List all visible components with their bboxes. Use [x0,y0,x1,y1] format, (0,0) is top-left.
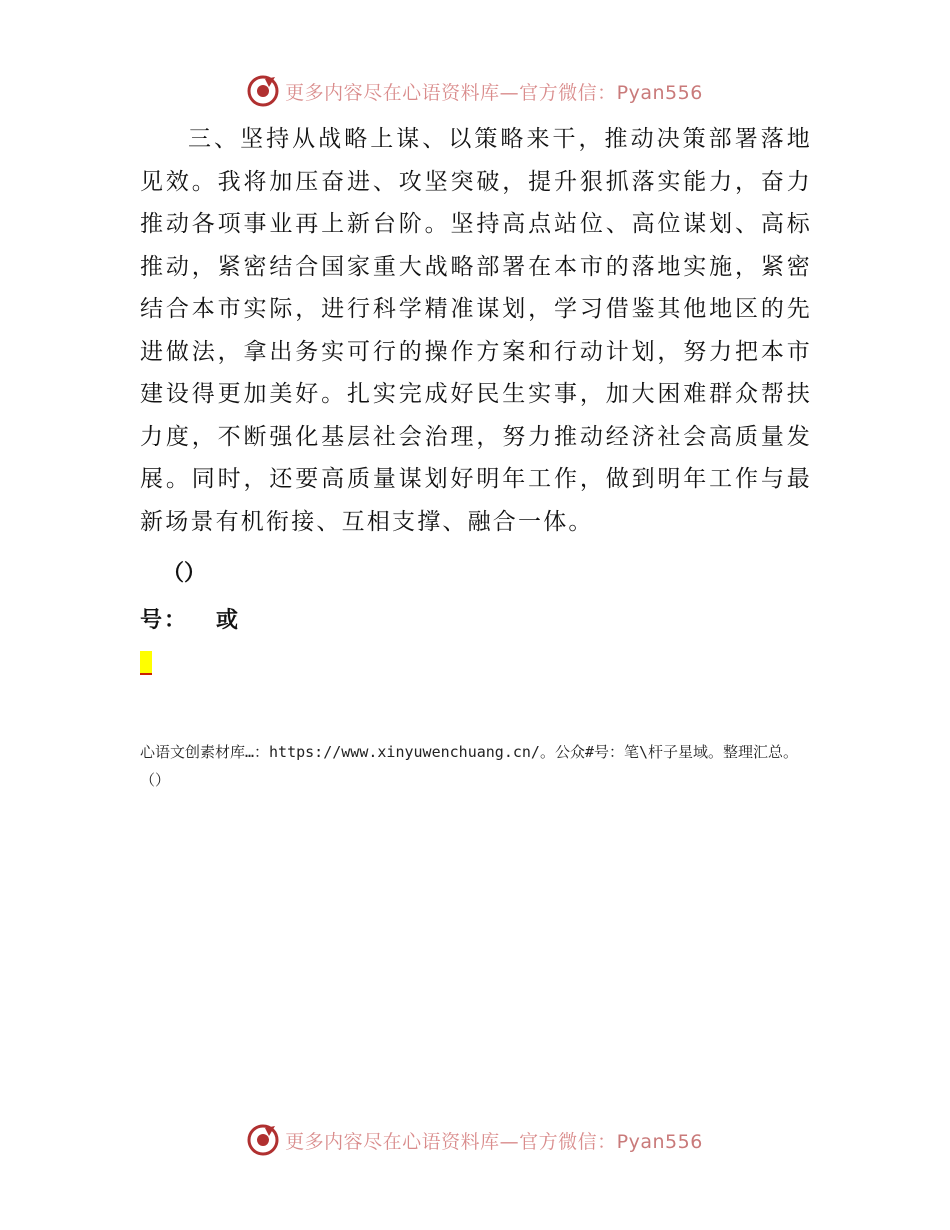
pen-logo-icon [247,75,279,107]
header-wechat-id: Pyan556 [616,81,703,104]
footer-wechat-id: Pyan556 [616,1130,703,1153]
huo-label: 或 [216,608,241,633]
footer-banner [0,1120,950,1160]
hao-line [140,603,240,634]
header-banner-text: 更多内容尽在心语资料库—官方微信：Pyan556 [285,81,703,104]
pen-logo-icon [247,1124,279,1156]
highlight-marker [140,651,152,675]
body-paragraph: 三、坚持从战略上谋、以策略来干，推动决策部署落地见效。我将加压奋进、攻坚突破，提升狠抓落实能力，奋力推动各项事业再上新台阶。坚持高点站位、高位谋划、高标推动，紧密结合国家重大战略部署在本市的落地实施，紧密结合本市实际，进行科学精准谋划，学习借鉴其他地区的先进做法，拿出务实可行的操作方案和行动计划，努力把本市建设得更加美好。扎实完成好民生实事，加大困难群众帮扶力度，不断强化基层社会治理，努力推动经济社会高质量发展。同时，还要高质量谋划好明年工作，做到明年工作与最新场景有机衔接、互相支撑、融合一体。 [140,126,812,535]
footer-banner-text: 更多内容尽在心语资料库—官方微信：Pyan556 [285,1130,703,1153]
header-banner [0,71,950,111]
source-note: 心语文创素材库…：https://www.xinyuwenchuang.cn/。公众#号：笔\杆子星域。整理汇总。 （） [140,743,806,789]
parentheses-line: （） [162,561,207,586]
hao-label: 号： [140,608,189,633]
